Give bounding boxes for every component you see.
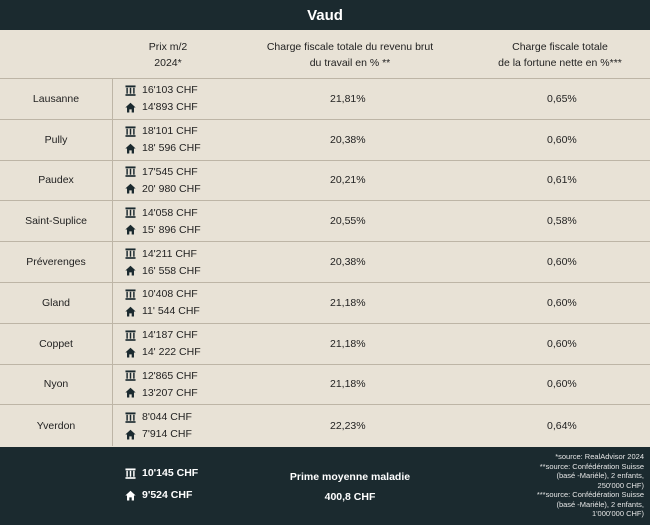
fortune-tax: 0,60% — [547, 337, 577, 350]
price-cell — [125, 120, 201, 160]
table-row — [0, 365, 650, 406]
house-icon — [125, 490, 136, 501]
page-title: Vaud — [307, 6, 343, 24]
prime-label: Prime moyenne maladie — [289, 471, 411, 483]
fortune-tax: 0,65% — [547, 92, 577, 105]
apartment-price: 14'187 CHF — [142, 329, 198, 342]
avg-house-price: 9'524 CHF — [142, 489, 193, 501]
prime-maladie — [270, 467, 430, 507]
apartment-building-icon — [125, 412, 136, 423]
city-name: Préverenges — [0, 242, 113, 282]
table-row — [0, 242, 650, 283]
sources-notes — [494, 452, 644, 519]
house-icon — [125, 102, 136, 113]
city-name: Lausanne — [0, 79, 113, 119]
city-name: Gland — [0, 283, 113, 323]
apartment-price-line — [125, 205, 201, 220]
apartment-building-icon — [125, 166, 136, 177]
avg-apartment-line — [125, 465, 198, 481]
house-icon — [125, 143, 136, 154]
house-icon — [125, 306, 136, 317]
fortune-tax: 0,58% — [547, 215, 577, 228]
header-revenu — [240, 30, 460, 79]
source-line: **source: Confédération Suisse — [539, 461, 644, 471]
house-price: 14' 222 CHF — [142, 346, 201, 359]
house-price: 18' 596 CHF — [142, 142, 201, 155]
header-prix-line1: Prix m/2 — [148, 40, 188, 53]
header-prix-line2: 2024* — [154, 56, 182, 69]
apartment-price: 8'044 CHF — [142, 411, 192, 424]
apartment-price: 14'058 CHF — [142, 206, 198, 219]
house-price-line — [125, 141, 201, 156]
apartment-building-icon — [125, 330, 136, 341]
apartment-price-line — [125, 368, 198, 383]
house-price: 15' 896 CHF — [142, 223, 201, 236]
house-price-line — [125, 304, 200, 319]
house-price-line — [125, 222, 201, 237]
apartment-building-icon — [125, 370, 136, 381]
apartment-price-line — [125, 124, 201, 139]
header-revenu-line2: du travail en % ** — [309, 56, 391, 69]
house-price: 7'914 CHF — [142, 428, 192, 441]
apartment-price: 14'211 CHF — [142, 247, 197, 260]
apartment-building-icon — [125, 207, 136, 218]
footer — [0, 447, 650, 525]
fortune-tax: 0,60% — [547, 256, 577, 269]
revenu-tax: 22,23% — [330, 419, 366, 432]
house-icon — [125, 183, 136, 194]
apartment-building-icon — [125, 126, 136, 137]
table-row — [0, 283, 650, 324]
revenu-tax: 20,55% — [330, 215, 366, 228]
revenu-tax: 20,38% — [330, 133, 366, 146]
house-price: 14'893 CHF — [142, 101, 198, 114]
fortune-tax: 0,61% — [547, 174, 577, 187]
city-name: Coppet — [0, 324, 113, 364]
apartment-price-line — [125, 164, 201, 179]
source-line: *source: RealAdvisor 2024 — [555, 452, 644, 461]
data-table — [0, 30, 650, 447]
title-bar — [0, 0, 650, 30]
apartment-price: 10'408 CHF — [142, 288, 198, 301]
house-price-line — [125, 100, 198, 115]
avg-apartment-price: 10'145 CHF — [142, 467, 199, 479]
price-cell — [125, 242, 201, 282]
header-revenu-line1: Charge fiscale totale du revenu brut — [266, 40, 434, 53]
house-price-line — [125, 263, 201, 278]
fortune-tax: 0,64% — [547, 419, 577, 432]
house-price-line — [125, 181, 201, 196]
apartment-price: 17'545 CHF — [142, 165, 198, 178]
city-name: Nyon — [0, 365, 113, 405]
apartment-price-line — [125, 328, 201, 343]
house-price: 20' 980 CHF — [142, 182, 201, 195]
apartment-price-line — [125, 246, 201, 261]
house-price: 16' 558 CHF — [142, 264, 201, 277]
table-row — [0, 161, 650, 202]
table-header — [0, 30, 650, 79]
house-price-line — [125, 385, 198, 400]
apartment-building-icon — [125, 85, 136, 96]
revenu-tax: 20,21% — [330, 174, 366, 187]
apartment-price: 16'103 CHF — [142, 84, 198, 97]
fortune-tax: 0,60% — [547, 296, 577, 309]
city-name: Saint-Suplice — [0, 201, 113, 241]
revenu-tax: 21,81% — [330, 92, 366, 105]
table-row — [0, 405, 650, 446]
header-fortune-line2: de la fortune nette en %*** — [498, 56, 622, 69]
average-prices — [125, 465, 198, 503]
table-row — [0, 201, 650, 242]
prime-value: 400,8 CHF — [324, 491, 376, 503]
table-row — [0, 79, 650, 120]
price-cell — [125, 283, 200, 323]
price-cell — [125, 79, 198, 119]
source-line: ***source: Confédération Suisse — [536, 490, 644, 499]
source-line: (basé -Mariéle), 2 enfants, — [556, 499, 644, 509]
source-line: (basé -Mariéle), 2 enfants, — [556, 471, 644, 480]
price-cell — [125, 405, 192, 446]
revenu-tax: 20,38% — [330, 256, 366, 269]
city-name: Paudex — [0, 161, 113, 201]
price-cell — [125, 365, 198, 405]
source-line: 250'000 CHF) — [597, 480, 644, 490]
price-cell — [125, 161, 201, 201]
fortune-tax: 0,60% — [547, 378, 577, 391]
apartment-building-icon — [125, 468, 136, 479]
revenu-tax: 21,18% — [330, 337, 366, 350]
apartment-building-icon — [125, 248, 136, 259]
house-price: 11' 544 CHF — [142, 305, 200, 318]
apartment-price-line — [125, 83, 198, 98]
table-row — [0, 120, 650, 161]
apartment-building-icon — [125, 289, 136, 300]
revenu-tax: 21,18% — [330, 296, 366, 309]
price-cell — [125, 201, 201, 241]
price-cell — [125, 324, 201, 364]
house-icon — [125, 265, 136, 276]
house-price: 13'207 CHF — [142, 386, 198, 399]
avg-house-line — [125, 487, 198, 503]
house-icon — [125, 224, 136, 235]
header-fortune — [470, 30, 650, 79]
apartment-price: 18'101 CHF — [142, 125, 198, 138]
header-prix — [113, 30, 223, 79]
apartment-price-line — [125, 410, 192, 425]
header-fortune-line1: Charge fiscale totale — [512, 40, 608, 53]
city-name: Pully — [0, 120, 113, 160]
house-price-line — [125, 427, 192, 442]
house-icon — [125, 347, 136, 358]
house-price-line — [125, 345, 201, 360]
city-name: Yverdon — [0, 405, 113, 446]
house-icon — [125, 387, 136, 398]
apartment-price-line — [125, 287, 200, 302]
source-line: 1'000'000 CHF) — [591, 509, 644, 518]
fortune-tax: 0,60% — [547, 133, 577, 146]
table-row — [0, 324, 650, 365]
house-icon — [125, 429, 136, 440]
apartment-price: 12'865 CHF — [142, 369, 198, 382]
revenu-tax: 21,18% — [330, 378, 366, 391]
